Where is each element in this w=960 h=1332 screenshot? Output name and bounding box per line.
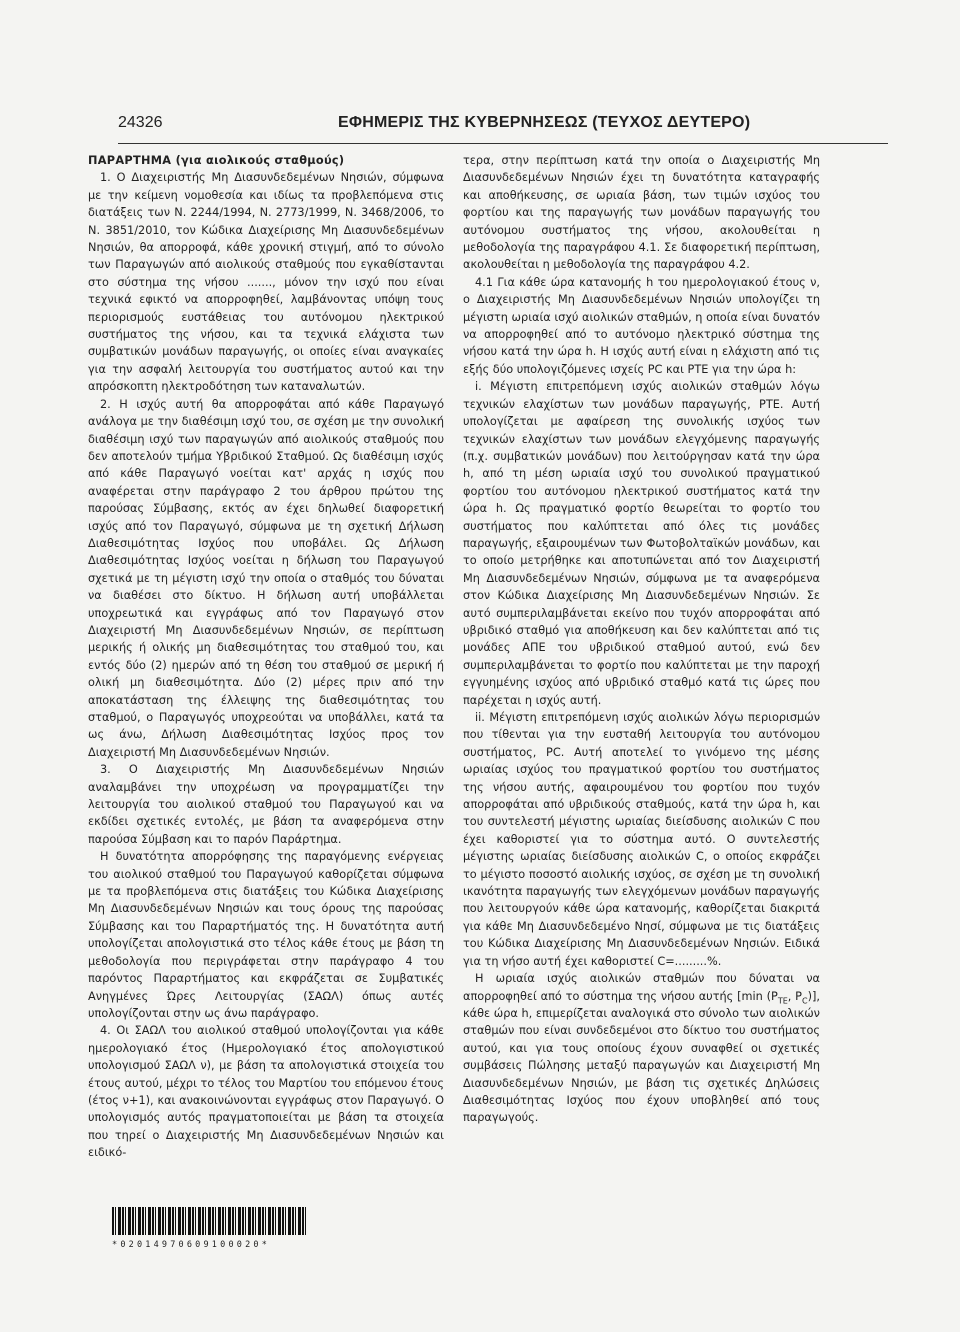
paragraph-5: 4. Οι ΣΑΩΛ του αιολικού σταθμού υπολογίζονται για κάθε ημερολογιακό έτος (Ημερολογιακό έτος απολογιστικού υπολογισμού ΣΑΩΛ ν), με βάση τα απολογιστικά στοιχεία του έτους αυτού, μέχρι το τέλος του Μαρτίου του επόμενου έτους (έτος ν+1), και ανακοινώνονται εγγράφως στον Παραγωγό. Ο υπολογισμός αυτός πραγματοποιείται με βάση τα στοιχεία που τηρεί ο Διαχειριστής Μη Διασυνδεδεμένων Νησιών και ειδικό- xyxy=(88,1024,444,1160)
page-number: 24326 xyxy=(118,114,163,131)
paragraph-ii: ii. Μέγιστη επιτρεπόμενη ισχύς αιολικών λόγω περιορισμών που τίθενται για την ευσταθή λειτουργία του αυτόνομου συστήματος, PC. Αυτή αποτελεί το γινόμενο της μέσης ωριαίας ισχύος του πραγματικού φορτίου του συστήματος της νήσου αυτής, αφαιρουμένου του φορτίου που τυχόν απορροφάται από υβριδικούς σταθμούς, κατά την ώρα h, και του συντελεστή μέγιστης ωριαίας διείσδυσης αιολικών C που έχει καθοριστεί για το σύστημα αυτό. Ο συντελεστής μέγιστης ωριαίας διείσδυσης αιολικών C, ο οποίος εκφράζει το μέγιστο ποσοστό αιολικής ισχύος, σε σχέση με τη συνολική ικανότητα παραγωγής των ελεγχόμενων μονάδων παραγωγής που λειτουργούν κάθε ώρα κατανομής, καθορίζεται διακριτά για κάθε Μη Διασυνδεδεμένο Νησί, σύμφωνα με τις διατάξεις του Κώδικα Διαχείρισης Μη Διασυνδεδεμένων Νησιών. Ειδικά για τη νήσο αυτή έχει καθοριστεί C=.........%. xyxy=(463,711,820,968)
gazette-title: ΕΦΗΜΕΡΙΣ ΤΗΣ ΚΥΒΕΡΝΗΣΕΩΣ (ΤΕΥΧΟΣ ΔΕΥΤΕΡΟ) xyxy=(338,114,751,131)
paragraph-continued: τερα, στην περίπτωση κατά την οποία ο Διαχειριστής Μη Διασυνδεδεμένων Νησιών έχει τη δυνατότητα καταγραφής και αποθήκευσης, σε ωριαία βάση, των τιμών ισχύος του φορτίου και της παραγωγής των μονάδων παραγωγής του αυτόνομου συστήματος της νήσου, ακολουθείται η μεθοδολογία της παραγράφου 4.1. Σε διαφορετική περίπτωση, ακολουθείται η μεθοδολογία της παραγράφου 4.2. xyxy=(463,154,820,272)
paragraph-3: 3. Ο Διαχειριστής Μη Διασυνδεδεμένων Νησιών αναλαμβάνει την υποχρέωση να προγραμματίζει την λειτουργία του αιολικού σταθμού του Παραγωγού και να εκδίδει σχετικές εντολές, με βάση τα αναφερόμενα στην παρούσα Σύμβαση και το παρόν Παράρτημα. xyxy=(88,763,444,846)
header-rule xyxy=(118,143,888,144)
page-header xyxy=(118,114,888,138)
paragraph-1: 1. Ο Διαχειριστής Μη Διασυνδεδεμένων Νησιών, σύμφωνα με την κείμενη νομοθεσία και ιδίως τα προβλεπόμενα στις διατάξεις των Ν. 2244/1994, Ν. 2773/1999, Ν. 3468/2006, το Ν. 3851/2010, τον Κώδικα Διαχείρισης Μη Διασυνδεδεμένων Νησιών, θα απορροφά, κάθε χρονική στιγμή, από το σύνολο των Παραγωγών από αιολικούς σταθμούς που εγκαθίστανται στο σύστημα της νήσου ......., μόνον την ισχύ που είναι τεχνικά εφικτό να απορροφηθεί, λαμβάνοντας υπόψη τους περιορισμούς ευστάθειας του αυτόνομου ηλεκτρικού συστήματος της νήσου, και τα τεχνικά ελάχιστα των συμβατικών μονάδων παραγωγής, οι οποίες είναι αναγκαίες για την ασφαλή λειτουργία του συστήματος αυτού και την απρόσκοπτη ηλεκτροδότηση των καταναλωτών. xyxy=(88,171,444,394)
barcode-number: *02014970609100020* xyxy=(112,1240,271,1250)
barcode-image xyxy=(112,1207,308,1235)
left-column xyxy=(88,152,444,1162)
paragraph-i: i. Μέγιστη επιτρεπόμενη ισχύς αιολικών σταθμών λόγω τεχνικών ελαχίστων των μονάδων παραγωγής, PTE. Αυτή υπολογίζεται με αφαίρεση της συνολικής ισχύος των τεχνικών ελαχίστων των μονάδων ελεγχόμενης παραγωγής (π.χ. συμβατικών μονάδων) που λειτούργησαν κατά την ώρα h, από τη μέση ωριαία ισχύ του συνολικού πραγματικού φορτίου του αυτόνομου ηλεκτρικού συστήματος κατά την ώρα h. Ως πραγματικό φορτίο θεωρείται το φορτίο του συστήματος που καλύπτεται από όλες τις μονάδες παραγωγής, εξαιρουμένων των Φωτοβολταϊκών μονάδων, και το οποίο μετρήθηκε και αποτυπώνεται από τον Διαχειριστή Μη Διασυνδεδεμένων Νησιών, σύμφωνα με τα αναφερόμενα στον Κώδικα Διαχείρισης Μη Διασυνδεδεμένων Νησιών. Σε αυτό συμπεριλαμβάνεται εκείνο που τυχόν απορροφάται από υβριδικό σταθμό για αποθήκευση και δεν καλύπτεται από τις μονάδες ΑΠΕ του υβριδικού σταθμού αυτού, ενώ δεν συμπεριλαμβάνεται το φορτίο που καλύπτεται με την παροχή εγγυημένης ισχύος από υβριδικό σταθμό κατά τις ώρες που παρέχεται η ισχύς αυτή. xyxy=(463,380,820,707)
paragraph-4-1: 4.1 Για κάθε ώρα κατανομής h του ημερολογιακού έτους ν, ο Διαχειριστής Μη Διασυνδεδεμένων Νησιών υπολογίζει τη μέγιστη ωριαία ισχύ αιολικών σταθμών, η οποία είναι δυνατόν να απορροφηθεί από το αυτόνομο ηλεκτρικό σύστημα της νήσου κατά την ώρα h. Η ισχύς αυτή είναι η ελάχιστη από τις εξής δύο υπολογιζόμενες ισχείς PC και PTE για την ώρα h: xyxy=(463,275,820,376)
paragraph-4: Η δυνατότητα απορρόφησης της παραγόμενης ενέργειας του αιολικού σταθμού του Παραγωγού καθορίζεται σύμφωνα με τα προβλεπόμενα στις διατάξεις του Κώδικα Διαχείρισης Μη Διασυνδεδεμένων Νησιών και τους όρους της παρούσας Σύμβασης και του Παραρτήματός της. Η δυνατότητα αυτή υπολογίζεται απολογιστικά στο τέλος κάθε έτους με βάση τη μεθοδολογία που περιγράφεται στην παράγραφο 4 του παρόντος Παραρτήματος και εκφράζεται σε Συμβατικές Ανηγμένες Ώρες Λειτουργίας (ΣΑΩΛ) όπως αυτές υπολογίζονται στην ως άνω παράγραφο. xyxy=(88,850,444,1020)
annex-heading: ΠΑΡΑΡΤΗΜΑ (για αιολικούς σταθμούς) xyxy=(88,154,345,167)
paragraph-2: 2. Η ισχύς αυτή θα απορροφάται από κάθε Παραγωγό ανάλογα με την διαθέσιμη ισχύ του, σε σχέση με την συνολική διαθέσιμη ισχύ των παραγωγών από αιολικούς σταθμούς που δεν αποτελούν τμήμα Υβριδικού Σταθμού. Ως διαθέσιμη ισχύς από κάθε Παραγωγό νοείται κατ' αρχάς η ισχύς που αναφέρεται στην παράγραφο 2 του άρθρου πρώτου της παρούσας Σύμβασης, εκτός αν έχει δηλωθεί διαφορετική ισχύς από τον Παραγωγό, σύμφωνα με τη σχετική Δήλωση Διαθεσιμότητας Ισχύος που υποβάλει. Ως Δήλωση Διαθεσιμότητας Ισχύος νοείται η δήλωση του Παραγωγού σχετικά με τη μέγιστη ισχύ την οποία ο σταθμός του δύναται να διαθέσει στο δίκτυο. Η δήλωση αυτή υποβάλλεται υποχρεωτικά και εγγράφως από τον Παραγωγό στον Διαχειριστή Μη Διασυνδεδεμένων Νησιών, σε περίπτωση μερικής ή ολικής μη διαθεσιμότητας του σταθμού του, και εντός δύο (2) ημερών από τη θέση του σταθμού σε μερική ή ολική μη διαθεσιμότητα. Δύο (2) μέρες πριν από την αποκατάσταση της έλλειψης της διαθεσιμότητας του σταθμού, ο Παραγωγός υποχρεούται να υποβάλλει, κατά τα ως άνω, Δήλωση Διαθεσιμότητας Ισχύος προς τον Διαχειριστή Μη Διασυνδεδεμένων Νησιών. xyxy=(88,397,444,759)
right-column xyxy=(463,152,820,1127)
paragraph-allocation: Η ωριαία ισχύς αιολικών σταθμών που δύναται να απορροφηθεί από το σύστημα της νήσου αυτής [min ($P_{TE}$, $P_C$)], κάθε ώρα h, επιμερίζεται αναλογικά στο σύνολο των αιολικών σταθμών που είναι συνδεδεμένοι στο δίκτυο του συστήματος αυτού, και για τους οποίους έχουν συναφθεί οι σχετικές συμβάσεις Πώλησης μεταξύ παραγωγών και Διαχειριστή Μη Διασυνδεδεμένων Νησιών, με βάση τις σχετικές Δηλώσεις Διαθεσιμότητας Ισχύος που έχουν υποβληθεί από τους παραγωγούς. xyxy=(463,972,820,1125)
